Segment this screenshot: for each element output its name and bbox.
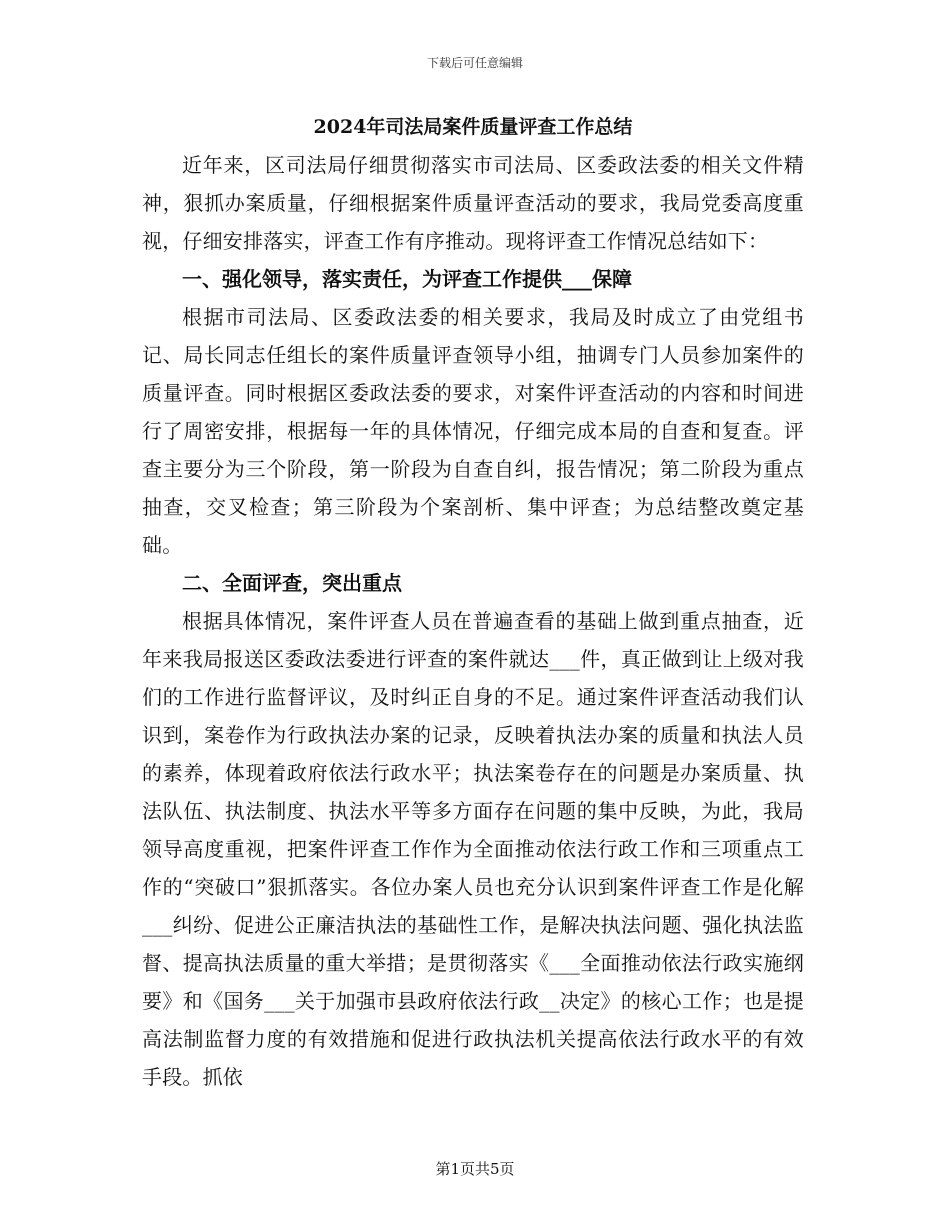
section-2-heading: 二、全面评查，突出重点	[182, 571, 402, 595]
section-2-paragraph: 根据具体情况，案件评查人员在普遍查看的基础上做到重点抽查，近年来我局报送区委政法委进行评查的案件就达___件，真正做到让上级对我们的工作进行监督评议，及时纠正自身的不足。通过案件评查活动我们认识到，案卷作为行政执法办案的记录，反映着执法办案的质量和执法人员的素养，体现着政府依法行政水平；执法案卷存在的问题是办案质量、执法队伍、执法制度、执法水平等多方面存在问题的集中反映，为此，我局领导高度重视，把案件评查工作作为全面推动依法行政工作和三项重点工作的“突破口”狠抓落实。各位办案人员也充分认识到案件评查工作是化解___纠纷、促进公正廉洁执法的基础性工作，是解决执法问题、强化执法监督、提高执法质量的重大举措；是贯彻落实《___全面推动依法行政实施纲要》和《国务___关于加强市县政府依法行政__决定》的核心工作；也是提高法制监督力度的有效措施和促进行政执法机关提高依法行政水平的有效手段。抓依	[142, 609, 804, 1089]
document-title: 2024年司法局案件质量评查工作总结	[313, 116, 633, 138]
section-1-heading: 一、强化领导，落实责任，为评查工作提供___保障	[182, 267, 632, 291]
section-1-paragraph: 根据市司法局、区委政法委的相关要求，我局及时成立了由党组书记、局长同志任组长的案件质量评查领导小组，抽调专门人员参加案件的质量评查。同时根据区委政法委的要求，对案件评查活动的内容和时间进行了周密安排，根据每一年的具体情况，仔细完成本局的自查和复查。评查主要分为三个阶段，第一阶段为自查自纠，报告情况；第二阶段为重点抽查，交叉检查；第三阶段为个案剖析、集中评查；为总结整改奠定基础。	[142, 305, 804, 557]
page-header-note: 下载后可任意编辑	[426, 56, 523, 70]
page-number: 第1页共5页	[435, 1160, 515, 1178]
document-body	[142, 108, 804, 1096]
intro-paragraph: 近年来，区司法局仔细贯彻落实市司法局、区委政法委的相关文件精神，狠抓办案质量，仔细根据案件质量评查活动的要求，我局党委高度重视，仔细安排落实，评查工作有序推动。现将评查工作情况总结如下：	[142, 153, 804, 253]
